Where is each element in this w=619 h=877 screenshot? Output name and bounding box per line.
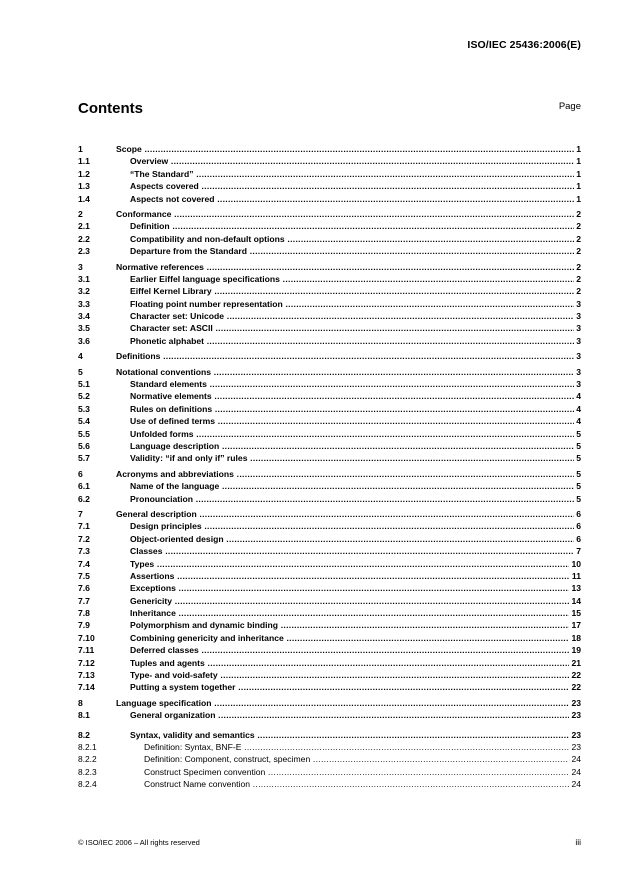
toc-entry-page: 23	[571, 741, 581, 752]
standard-identifier: ISO/IEC 25436:2006(E)	[467, 39, 581, 51]
toc-entry-page: 11	[571, 570, 581, 581]
toc-entry[interactable]	[78, 155, 581, 167]
toc-entry-title: Type- and void-safety .....	[116, 669, 569, 681]
toc-entry[interactable]	[78, 632, 581, 644]
toc-entry-page: 5	[576, 493, 581, 504]
toc-entry-number: 7.7	[78, 595, 90, 606]
toc-entry-page: 7	[576, 546, 581, 557]
toc-entry[interactable]	[78, 607, 581, 619]
toc-entry-page: 1	[576, 168, 581, 179]
toc-entry-title: General description .....	[116, 508, 574, 520]
toc-entry-title: Aspects covered .....	[116, 180, 574, 192]
toc-entry-page: 5	[576, 453, 581, 464]
toc-entry[interactable]	[78, 452, 581, 464]
toc-entry[interactable]	[78, 766, 581, 778]
toc-entry[interactable]	[78, 595, 581, 607]
toc-entry[interactable]	[78, 366, 581, 378]
toc-entry-number: 7.9	[78, 620, 90, 631]
table-of-contents	[78, 143, 581, 791]
toc-entry-title: Normative elements .....	[116, 390, 574, 402]
toc-entry[interactable]	[78, 322, 581, 334]
toc-entry-number: 7.2	[78, 533, 90, 544]
toc-entry[interactable]	[78, 233, 581, 245]
toc-entry-title: Construct Specimen convention .....	[116, 766, 569, 778]
toc-entry-page: 2	[576, 261, 581, 272]
toc-entry-page: 18	[571, 632, 581, 643]
toc-entry-title: Notational conventions .....	[116, 366, 574, 378]
toc-entry-page: 4	[576, 391, 581, 402]
toc-entry-number: 8.2.4	[78, 779, 97, 790]
toc-entry-title: Unfolded forms .....	[116, 428, 574, 440]
toc-entry-number: 5.7	[78, 453, 90, 464]
toc-entry[interactable]	[78, 143, 581, 155]
toc-entry[interactable]	[78, 390, 581, 402]
toc-entry[interactable]	[78, 415, 581, 427]
toc-entry-title: Character set: Unicode .....	[116, 310, 574, 322]
toc-entry-page: 2	[576, 286, 581, 297]
toc-entry-page: 3	[576, 366, 581, 377]
toc-entry[interactable]	[78, 440, 581, 452]
toc-entry-page: 23	[571, 710, 581, 721]
toc-entry-number: 1.2	[78, 168, 90, 179]
toc-entry-page: 2	[576, 246, 581, 257]
toc-entry[interactable]	[78, 657, 581, 669]
toc-entry-page: 21	[571, 657, 581, 668]
toc-entry-title: Acronyms and abbreviations .....	[116, 468, 574, 480]
toc-entry[interactable]	[78, 709, 581, 721]
toc-entry[interactable]	[78, 285, 581, 297]
toc-entry-number: 8.2.3	[78, 766, 97, 777]
toc-entry-title: Validity: “if and only if” rules .....	[116, 452, 574, 464]
toc-entry-title: Use of defined terms .....	[116, 415, 574, 427]
toc-entry-number: 2.3	[78, 246, 90, 257]
toc-entry-page: 24	[571, 766, 581, 777]
toc-entry-page: 3	[576, 335, 581, 346]
toc-entry-title: Standard elements .....	[116, 378, 574, 390]
toc-entry-number: 8	[78, 697, 83, 708]
toc-entry-number: 8.2	[78, 729, 90, 740]
toc-entry-number: 5.6	[78, 440, 90, 451]
toc-entry-page: 22	[571, 670, 581, 681]
toc-entry-title: Name of the language .....	[116, 480, 574, 492]
toc-entry-title: Exceptions .....	[116, 582, 569, 594]
page-column-label: Page	[558, 101, 581, 112]
toc-entry[interactable]	[78, 753, 581, 765]
toc-entry[interactable]	[78, 545, 581, 557]
toc-entry-number: 7.13	[78, 670, 95, 681]
toc-entry-number: 3.6	[78, 335, 90, 346]
toc-entry[interactable]	[78, 261, 581, 273]
toc-entry[interactable]	[78, 480, 581, 492]
toc-entry-page: 2	[576, 273, 581, 284]
toc-entry[interactable]	[78, 582, 581, 594]
toc-entry-number: 8.2.2	[78, 754, 97, 765]
toc-entry-page: 5	[576, 428, 581, 439]
toc-entry-title: Construct Name convention .....	[116, 778, 569, 790]
toc-entry-number: 7.10	[78, 632, 95, 643]
toc-entry-title: Inheritance .....	[116, 607, 569, 619]
toc-entry-title: Definition: Component, construct, specimen .....	[116, 753, 569, 765]
toc-entry-title: Departure from the Standard .....	[116, 245, 574, 257]
toc-entry[interactable]	[78, 729, 581, 741]
toc-entry[interactable]	[78, 533, 581, 545]
toc-entry-number: 7.6	[78, 583, 90, 594]
toc-entry-number: 7.11	[78, 645, 95, 656]
toc-entry[interactable]	[78, 570, 581, 582]
toc-entry-number: 3.2	[78, 286, 90, 297]
toc-entry-title: “The Standard” .....	[116, 168, 574, 180]
toc-entry-number: 4	[78, 351, 83, 362]
toc-entry-page: 4	[576, 416, 581, 427]
toc-entry-number: 7.3	[78, 546, 90, 557]
toc-entry-page: 3	[576, 379, 581, 390]
toc-entry-title: Normative references .....	[116, 261, 574, 273]
toc-entry-page: 2	[576, 208, 581, 219]
toc-entry-page: 24	[571, 779, 581, 790]
toc-entry-title: Earlier Eiffel language specifications .....	[116, 273, 574, 285]
toc-entry-title: Floating point number representation .....	[116, 298, 574, 310]
toc-entry-number: 2.2	[78, 233, 90, 244]
toc-entry-title: Deferred classes .....	[116, 644, 569, 656]
toc-entry[interactable]	[78, 558, 581, 570]
toc-entry-title: Syntax, validity and semantics .....	[116, 729, 569, 741]
toc-entry[interactable]	[78, 220, 581, 232]
toc-entry-title: Polymorphism and dynamic binding .....	[116, 619, 569, 631]
toc-entry-page: 13	[571, 583, 581, 594]
toc-entry-title: Classes .....	[116, 545, 574, 557]
toc-entry[interactable]	[78, 508, 581, 520]
toc-entry-title: Definitions .....	[116, 350, 574, 362]
toc-entry-number: 5.3	[78, 403, 90, 414]
footer-copyright: © ISO/IEC 2006 – All rights reserved	[78, 838, 200, 847]
toc-entry-page: 23	[571, 729, 581, 740]
toc-entry-title: Aspects not covered .....	[116, 193, 574, 205]
toc-entry-title: Compatibility and non-default options .....	[116, 233, 574, 245]
toc-entry[interactable]	[78, 669, 581, 681]
toc-entry[interactable]	[78, 520, 581, 532]
toc-entry[interactable]	[78, 335, 581, 347]
toc-entry-title: Design principles .....	[116, 520, 574, 532]
toc-entry-number: 1.3	[78, 181, 90, 192]
page-title: Contents	[78, 100, 143, 117]
toc-entry-title: Conformance .....	[116, 208, 574, 220]
toc-entry[interactable]	[78, 350, 581, 362]
toc-entry-page: 5	[576, 481, 581, 492]
toc-entry-page: 2	[576, 233, 581, 244]
toc-entry[interactable]	[78, 778, 581, 790]
toc-entry-number: 5	[78, 366, 83, 377]
toc-entry-title: Overview .....	[116, 155, 574, 167]
toc-entry-page: 14	[571, 595, 581, 606]
toc-entry-number: 5.2	[78, 391, 90, 402]
toc-entry-page: 10	[571, 558, 581, 569]
toc-entry[interactable]	[78, 298, 581, 310]
toc-entry-page: 3	[576, 351, 581, 362]
toc-entry-page: 1	[576, 193, 581, 204]
toc-entry-number: 6.2	[78, 493, 90, 504]
toc-entry-number: 5.1	[78, 379, 90, 390]
toc-entry[interactable]	[78, 193, 581, 205]
toc-entry-page: 24	[571, 754, 581, 765]
toc-entry-title: Phonetic alphabet .....	[116, 335, 574, 347]
toc-entry-number: 5.4	[78, 416, 90, 427]
footer-page-number: iii	[575, 837, 581, 847]
toc-entry-number: 7.8	[78, 608, 90, 619]
toc-entry-title: Genericity .....	[116, 595, 569, 607]
toc-entry-title: Definition .....	[116, 220, 574, 232]
toc-entry-number: 7.12	[78, 657, 95, 668]
toc-entry-title: Scope .....	[116, 143, 574, 155]
toc-entry-title: Pronounciation .....	[116, 493, 574, 505]
toc-entry-title: Definition: Syntax, BNF-E .....	[116, 741, 569, 753]
toc-entry-title: Object-oriented design .....	[116, 533, 574, 545]
toc-entry-page: 15	[571, 608, 581, 619]
toc-entry[interactable]	[78, 310, 581, 322]
toc-entry[interactable]	[78, 697, 581, 709]
toc-entry-number: 7	[78, 508, 83, 519]
toc-entry-page: 3	[576, 298, 581, 309]
toc-entry-number: 3.5	[78, 323, 90, 334]
toc-entry-title: Assertions .....	[116, 570, 570, 582]
toc-entry-page: 1	[576, 156, 581, 167]
toc-entry[interactable]	[78, 428, 581, 440]
toc-entry[interactable]	[78, 245, 581, 257]
toc-entry[interactable]	[78, 168, 581, 180]
toc-entry-page: 5	[576, 468, 581, 479]
toc-entry-number: 1.1	[78, 156, 90, 167]
toc-entry-page: 6	[576, 508, 581, 519]
toc-entry-number: 1.4	[78, 193, 90, 204]
toc-entry-title: Character set: ASCII .....	[116, 322, 574, 334]
toc-entry-page: 6	[576, 533, 581, 544]
toc-entry-number: 6	[78, 468, 83, 479]
toc-entry-title: General organization .....	[116, 709, 569, 721]
toc-entry-title: Putting a system together .....	[116, 681, 569, 693]
toc-entry[interactable]	[78, 681, 581, 693]
toc-entry-page: 2	[576, 221, 581, 232]
toc-entry-title: Combining genericity and inheritance .....	[116, 632, 569, 644]
toc-entry-number: 3	[78, 261, 83, 272]
toc-entry-page: 3	[576, 311, 581, 322]
toc-entry-title: Tuples and agents .....	[116, 657, 569, 669]
toc-entry-page: 1	[576, 181, 581, 192]
toc-entry[interactable]	[78, 493, 581, 505]
toc-entry-number: 3.4	[78, 311, 90, 322]
toc-entry-number: 2	[78, 208, 83, 219]
toc-entry-number: 7.4	[78, 558, 90, 569]
toc-entry-title: Language description .....	[116, 440, 574, 452]
toc-entry-number: 3.3	[78, 298, 90, 309]
toc-entry[interactable]	[78, 403, 581, 415]
toc-entry[interactable]	[78, 619, 581, 631]
toc-entry-number: 3.1	[78, 273, 90, 284]
toc-entry[interactable]	[78, 741, 581, 753]
toc-entry-number: 6.1	[78, 481, 90, 492]
toc-entry-number: 8.1	[78, 710, 90, 721]
toc-entry-number: 8.2.1	[78, 741, 97, 752]
toc-entry[interactable]	[78, 208, 581, 220]
toc-entry[interactable]	[78, 468, 581, 480]
toc-entry-page: 17	[571, 620, 581, 631]
toc-entry-page: 1	[576, 144, 581, 154]
toc-entry-page: 5	[576, 440, 581, 451]
toc-entry-number: 7.1	[78, 521, 90, 532]
toc-entry-number: 7.5	[78, 570, 90, 581]
toc-entry-number: 2.1	[78, 221, 90, 232]
toc-entry-page: 23	[571, 697, 581, 708]
toc-entry[interactable]	[78, 378, 581, 390]
toc-entry-number: 7.14	[78, 682, 95, 693]
toc-entry-number: 5.5	[78, 428, 90, 439]
toc-entry-page: 3	[576, 323, 581, 334]
toc-entry[interactable]	[78, 273, 581, 285]
toc-entry-page: 19	[571, 645, 581, 656]
toc-entry-number: 1	[78, 144, 83, 154]
toc-entry-title: Eiffel Kernel Library .....	[116, 285, 574, 297]
toc-entry-page: 4	[576, 403, 581, 414]
toc-entry-title: Language specification .....	[116, 697, 569, 709]
toc-entry[interactable]	[78, 644, 581, 656]
toc-entry-title: Types .....	[116, 558, 569, 570]
toc-entry-page: 22	[571, 682, 581, 693]
toc-entry-page: 6	[576, 521, 581, 532]
toc-entry[interactable]	[78, 180, 581, 192]
toc-entry-title: Rules on definitions .....	[116, 403, 574, 415]
